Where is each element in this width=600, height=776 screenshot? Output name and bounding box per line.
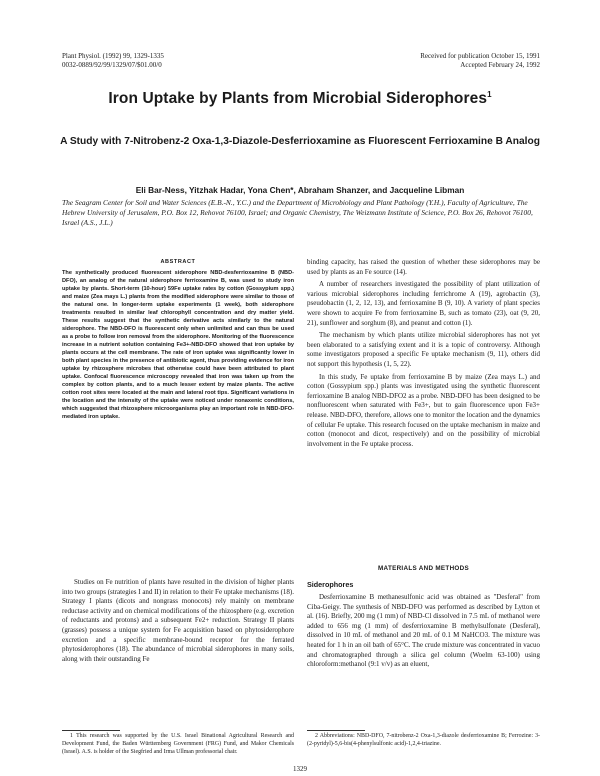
methods-heading: MATERIALS AND METHODS bbox=[378, 565, 469, 572]
footnote-divider bbox=[307, 730, 365, 731]
journal-line-1: Plant Physiol. (1992) 99, 1329-1335 bbox=[62, 52, 164, 60]
abbreviations-footnote: 2 Abbreviations: NBD-DFO, 7-nitrobenz-2 Oxa-1,3-diazole desferrioxamine B; Ferrozine: 3-(2-pyridyl)-5,6-bis(4-phenylsulfonic acid)-1,2,4-triazine. bbox=[307, 733, 540, 747]
footnote-divider bbox=[62, 730, 120, 731]
intro-paragraph: In this study, Fe uptake from ferrioxamine B by maize (Zea mays L.) and cotton (Gossypium spp.) plants was investigated using the synthetic fluorescent ferrioxamine B analog NBD-DFO2 as a probe. NBD-DFO has been designed to be nonfluorescent when saturated with Fe3+, but to gain fluorescence upon Fe3+ release. NBD-DFO, therefore, allows one to monitor the location and the dynamics of cellular Fe uptake. This research focused on the uptake mechanism in maize and cotton (monocot and dicot, respectively) and on the possibility of microbial involvement in the Fe uptake process. bbox=[307, 372, 540, 448]
publication-dates bbox=[420, 52, 540, 70]
paper-subtitle: A Study with 7-Nitrobenz-2 Oxa-1,3-Diazole-Desferrioxamine as Fluorescent Ferrioxamine B Analog bbox=[60, 136, 540, 147]
siderophores-subheading: Siderophores bbox=[307, 580, 354, 589]
author-list: Eli Bar-Ness, Yitzhak Hadar, Yona Chen*, Abraham Shanzer, and Jacqueline Libman bbox=[135, 185, 465, 195]
introduction-continued bbox=[307, 258, 540, 452]
accepted-date: Accepted February 24, 1992 bbox=[460, 61, 540, 69]
journal-line-2: 0032-0889/92/99/1329/07/$01.00/0 bbox=[62, 61, 162, 69]
received-date: Received for publication October 15, 1991 bbox=[420, 52, 540, 60]
introduction bbox=[62, 578, 294, 667]
paper-title-text: Iron Uptake by Plants from Microbial Siderophores bbox=[108, 90, 488, 108]
methods-section bbox=[307, 593, 540, 673]
intro-paragraph: The mechanism by which plants utilize microbial siderophores has not yet been elaborated to a satisfying extent and it is a topic of controversy. Although some investigators proposed a specific Fe uptake mechanism (9, 11), others did not support this hypothesis (1, 5, 22). bbox=[307, 331, 540, 368]
methods-paragraph: Desferrioxamine B methanesulfonic acid was obtained as "Desferal" from Ciba-Geigy. The synthesis of NBD-DFO was performed as described by Lytton et al. (16). Briefly, 200 mg (1 mm) of NBD-Cl dissolved in 7.5 mL of methanol were added to 656 mg (1 mm) of desferrioxamine B methylsulfonate (Desferal), dissolved in 10 mL of methanol and 20 mL of 0.1 M NaHCO3. The mixture was heated for 1 h in an oil bath of 65°C. The crude mixture was concentrated in vacuo and chromatographed through a silica gel column (Woelm 63-100) using chloroform:methanol (9:1 v/v) as an eluent, bbox=[307, 593, 540, 669]
title-footnote-mark: 1 bbox=[487, 90, 492, 99]
funding-footnote: 1 This research was supported by the U.S. Israel Binational Agricultural Research and Development Fund, the Baden Württemberg Government (FRG) Fund, and Makor Chemicals (Israel). A.S. is holder of the Siegfried and Irma Ullman professorial chair. bbox=[62, 733, 294, 755]
paper-title bbox=[0, 90, 600, 108]
intro-paragraph: Studies on Fe nutrition of plants have resulted in the division of higher plants into two groups (strategies I and II) in relation to their Fe uptake mechanisms (18). Strategy I plants (dicots and nongrass monocots) rely mainly on membrane reductase activity and on chemical modifications of the rhizosphere (e.g. excretion of reductants and protons) and a subsequent Fe2+ reduction. Strategy II plants (grasses) possess a unique system for Fe acquisition based on phytosiderophore excretion and a specific membrane-bound receptor for the ferrated phytosiderophores (18). The abundance of microbial siderophores in many soils, along with their outstanding Fe bbox=[62, 578, 294, 663]
intro-paragraph: binding capacity, has raised the question of whether these siderophores may be used by plants as an Fe source (14). bbox=[307, 258, 540, 276]
page-number: 1329 bbox=[293, 765, 307, 773]
journal-citation bbox=[62, 52, 164, 70]
abstract-text: The synthetically produced fluorescent siderophore NBD-desferrioxamine B (NBD-DFO), an analog of the natural siderophore ferrioxamine B, was used to study iron uptake by plants. Short-term (10-hour) 59Fe uptake rates by cotton (Gossypium spp.) and maize (Zea mays L.) plants from the modified siderophore were similar to those of the natural one. In longer-term uptake experiments (1 week), both siderophore treatments resulted in similar leaf chlorophyll concentration and dry matter yield. These results suggest that the synthetic derivative acts similarly to the natural siderophore. The NBD-DFO is fluorescent only when unlimited and can thus be used as a probe to follow iron removal from the siderophore. Monitoring of the fluorescence increase in a nutrient solution containing Fe3+-NBD-DFO showed that iron uptake by plants occurs at the cell membrane. The rate of iron uptake was significantly lower in both plant species in the presence of antibiotic agent, thus providing evidence for iron uptake by rhizosphere microbes that otherwise could have been attributed to plant uptake. Confocal fluorescence microscopy revealed that iron was taken up from the complex by cotton plants, and to a much lesser extent by maize plants. The active cotton root sites were located at the main and lateral root tips. Significant variations in the location and the intensity of the uptake were noticed under nonaxenic conditions, which suggested that rhizosphere microorganisms play an important role in NBD-DFO-mediated iron uptake. bbox=[62, 270, 294, 420]
affiliations: The Seagram Center for Soil and Water Sciences (E.B.-N., Y.C.) and the Department of Microbiology and Plant Pathology (Y.H.), Faculty of Agriculture, The Hebrew University of Jerusalem, P.O. Box 12, Rehovot 76100, Israel; and Organic Chemistry, The Weizmann Institute of Science, P.O. Box 26, Rehovot 76100, Israel (A.S., J.L.) bbox=[62, 198, 533, 228]
abstract-heading: ABSTRACT bbox=[160, 259, 196, 265]
intro-paragraph: A number of researchers investigated the possibility of plant utilization of various microbial siderophores including ferrichrome A (19), agrobactin (3), pseudobactin (1, 2, 12, 13), and ferrioxamine B (9, 10). A variety of plant species were shown to acquire Fe from ferrioxamine B, such as tomato (23), oat (9, 20, 21), sunflower and sorghum (8), and peanut and cotton (1). bbox=[307, 280, 540, 327]
